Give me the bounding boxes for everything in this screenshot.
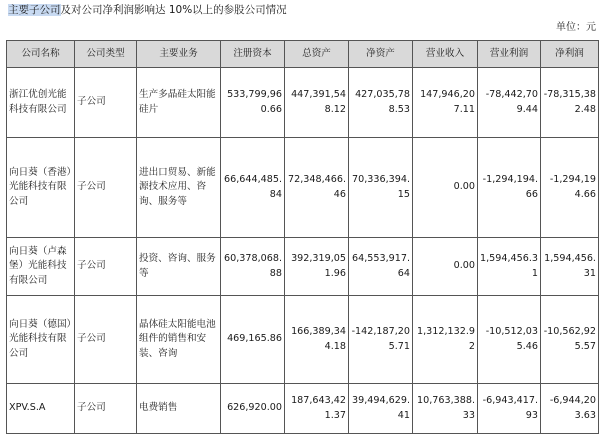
cell-net-profit: -6,944,203.63 <box>541 384 599 434</box>
cell-total-assets: 392,319,051.96 <box>285 238 349 296</box>
column-header-operating-profit: 营业利润 <box>478 41 541 68</box>
cell-operating-profit: -1,294,194.66 <box>478 138 541 238</box>
cell-operating-profit: -6,943,417.93 <box>478 384 541 434</box>
column-header-main-business: 主要业务 <box>137 41 221 68</box>
table-row <box>7 138 599 238</box>
cell-net-assets: 427,035,788.53 <box>349 68 413 138</box>
cell-company-type: 子公司 <box>75 384 137 434</box>
table-row <box>7 238 599 296</box>
cell-company-name: 向日葵（卢森堡）光能科技有限公司 <box>7 238 75 296</box>
table-row <box>7 68 599 138</box>
column-header-net-profit: 净利润 <box>541 41 599 68</box>
table-row <box>7 384 599 434</box>
cell-net-profit: 1,594,456.31 <box>541 238 599 296</box>
cell-registered-capital: 469,165.86 <box>221 296 285 384</box>
cell-registered-capital: 533,799,960.66 <box>221 68 285 138</box>
cell-main-business: 晶体硅太阳能电池组件的销售和安装、咨询 <box>137 296 221 384</box>
cell-registered-capital: 60,378,068.88 <box>221 238 285 296</box>
column-header-registered-capital: 注册资本 <box>221 41 285 68</box>
cell-revenue: 0.00 <box>413 138 478 238</box>
cell-net-profit: -78,315,382.48 <box>541 68 599 138</box>
cell-company-name: XPV.S.A <box>7 384 75 434</box>
cell-net-profit: -10,562,925.57 <box>541 296 599 384</box>
cell-main-business: 电费销售 <box>137 384 221 434</box>
cell-main-business: 进出口贸易、新能源技术应用、咨询、服务等 <box>137 138 221 238</box>
column-header-net-assets: 净资产 <box>349 41 413 68</box>
cell-total-assets: 187,643,421.37 <box>285 384 349 434</box>
cell-revenue: 1,312,132.92 <box>413 296 478 384</box>
cell-revenue: 10,763,388.33 <box>413 384 478 434</box>
cell-net-assets: 64,553,917.64 <box>349 238 413 296</box>
highlighted-title-text: 主要子公司 <box>8 4 61 16</box>
cell-revenue: 0.00 <box>413 238 478 296</box>
cell-net-assets: 70,336,394.15 <box>349 138 413 238</box>
column-header-company-name: 公司名称 <box>7 41 75 68</box>
cell-company-type: 子公司 <box>75 68 137 138</box>
table-row <box>7 296 599 384</box>
cell-operating-profit: -10,512,035.46 <box>478 296 541 384</box>
cell-total-assets: 166,389,344.18 <box>285 296 349 384</box>
cell-main-business: 投资、咨询、服务等 <box>137 238 221 296</box>
report-section-title <box>8 3 287 17</box>
column-header-revenue: 营业收入 <box>413 41 478 68</box>
cell-company-name: 向日葵（香港）光能科技有限公司 <box>7 138 75 238</box>
cell-company-type: 子公司 <box>75 138 137 238</box>
cell-total-assets: 447,391,548.12 <box>285 68 349 138</box>
title-text: 及对公司净利润影响达 10%以上的参股公司情况 <box>60 4 287 16</box>
cell-main-business: 生产多晶硅太阳能硅片 <box>137 68 221 138</box>
cell-total-assets: 72,348,466.46 <box>285 138 349 238</box>
unit-label: 单位：元 <box>556 22 596 33</box>
cell-revenue: 147,946,207.11 <box>413 68 478 138</box>
subsidiaries-financial-table <box>6 40 599 434</box>
column-header-company-type: 公司类型 <box>75 41 137 68</box>
cell-registered-capital: 66,644,485.84 <box>221 138 285 238</box>
table-header-row <box>7 41 599 68</box>
cell-net-assets: -142,187,205.71 <box>349 296 413 384</box>
cell-operating-profit: 1,594,456.31 <box>478 238 541 296</box>
cell-operating-profit: -78,442,709.44 <box>478 68 541 138</box>
cell-registered-capital: 626,920.00 <box>221 384 285 434</box>
cell-company-name: 向日葵（德国）光能科技有限公司 <box>7 296 75 384</box>
cell-company-type: 子公司 <box>75 238 137 296</box>
column-header-total-assets: 总资产 <box>285 41 349 68</box>
cell-company-type: 子公司 <box>75 296 137 384</box>
cell-net-profit: -1,294,194.66 <box>541 138 599 238</box>
cell-company-name: 浙江优创光能科技有限公司 <box>7 68 75 138</box>
cell-net-assets: 39,494,629.41 <box>349 384 413 434</box>
